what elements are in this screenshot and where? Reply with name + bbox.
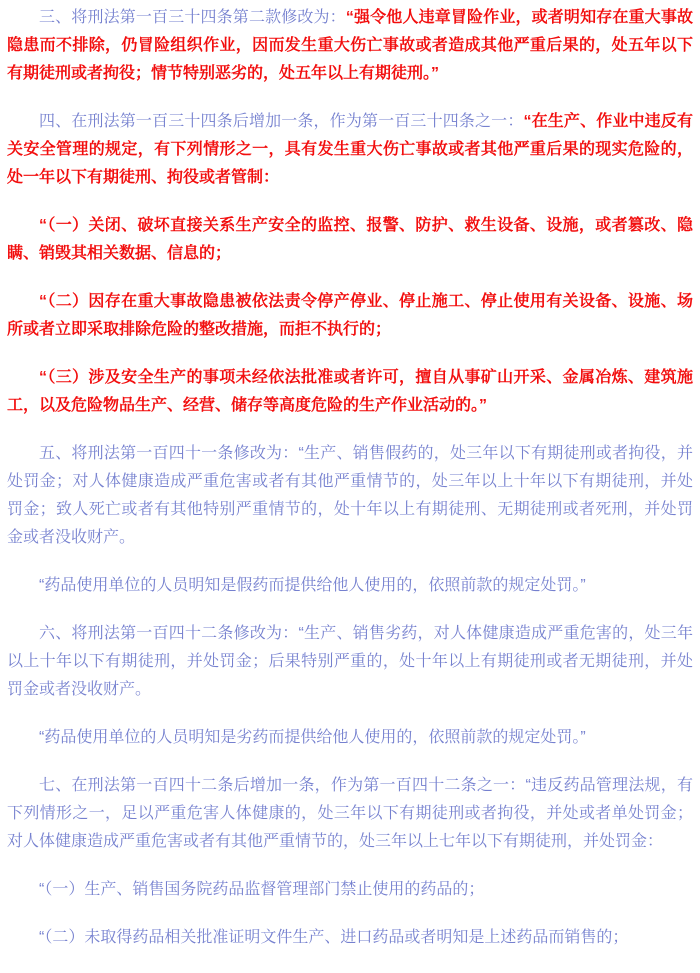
paragraph	[7, 108, 693, 192]
text-segment: “（三）涉及安全生产的事项未经依法批准或者许可，擅自从事矿山开采、金属冶炼、建筑施工，以及危险物品生产、经营、储存等高度危险的生产作业活动的。”	[7, 369, 693, 414]
text-segment: “（二）因存在重大事故隐患被依法责令停产停业、停止施工、停止使用有关设备、设施、场所或者立即采取排除危险的整改措施，而拒不执行的；	[7, 293, 693, 338]
text-segment: 四、在刑法第一百三十四条后增加一条，作为第一百三十四条之一：	[39, 113, 524, 130]
paragraph	[7, 572, 693, 600]
paragraph	[7, 924, 693, 952]
paragraph	[7, 364, 693, 420]
paragraph	[7, 876, 693, 904]
paragraph	[7, 212, 693, 268]
text-segment: 七、在刑法第一百四十二条后增加一条，作为第一百四十二条之一：“违反药品管理法规，有下列情形之一，足以严重危害人体健康的，处三年以下有期徒刑或者拘役，并处或者单处罚金；对人体健康造成严重危害或者有其他严重情节的，处三年以上七年以下有期徒刑，并处罚金：	[7, 777, 693, 850]
text-segment: “药品使用单位的人员明知是劣药而提供给他人使用的，依照前款的规定处罚。”	[39, 729, 586, 746]
text-segment: “（二）未取得药品相关批准证明文件生产、进口药品或者明知是上述药品而销售的；	[39, 929, 629, 946]
paragraph	[7, 4, 693, 88]
paragraph	[7, 288, 693, 344]
text-segment: 六、将刑法第一百四十二条修改为：“生产、销售劣药，对人体健康造成严重危害的，处三年以上十年以下有期徒刑，并处罚金；后果特别严重的，处十年以上有期徒刑或者无期徒刑，并处罚金或者没收财产。	[7, 625, 693, 698]
paragraph-list	[7, 4, 693, 952]
text-segment: “强令他人违章冒险作业，或者明知存在重大事故隐患而不排除，仍冒险组织作业，因而发生重大伤亡事故或者造成其他严重后果的，处五年以下有期徒刑或者拘役；情节特别恶劣的，处五年以上有期徒刑。”	[7, 9, 693, 82]
paragraph	[7, 724, 693, 752]
text-segment: 三、将刑法第一百三十四条第二款修改为：	[39, 9, 346, 26]
text-segment: 五、将刑法第一百四十一条修改为：“生产、销售假药的，处三年以下有期徒刑或者拘役，并处罚金；对人体健康造成严重危害或者有其他严重情节的，处三年以上十年以下有期徒刑，并处罚金；致人死亡或者有其他特别严重情节的，处十年以上有期徒刑、无期徒刑或者死刑，并处罚金或者没收财产。	[7, 445, 693, 546]
paragraph	[7, 440, 693, 552]
text-segment: “在生产、作业中违反有关安全管理的规定，有下列情形之一，具有发生重大伤亡事故或者其他严重后果的现实危险的，处一年以下有期徒刑、拘役或者管制：	[7, 113, 693, 186]
paragraph	[7, 772, 693, 856]
text-segment: “药品使用单位的人员明知是假药而提供给他人使用的，依照前款的规定处罚。”	[39, 577, 586, 594]
paragraph	[7, 620, 693, 704]
text-segment: “（一）生产、销售国务院药品监督管理部门禁止使用的药品的；	[39, 881, 485, 898]
text-segment: “（一）关闭、破坏直接关系生产安全的监控、报警、防护、救生设备、设施，或者篡改、隐瞒、销毁其相关数据、信息的；	[7, 217, 693, 262]
